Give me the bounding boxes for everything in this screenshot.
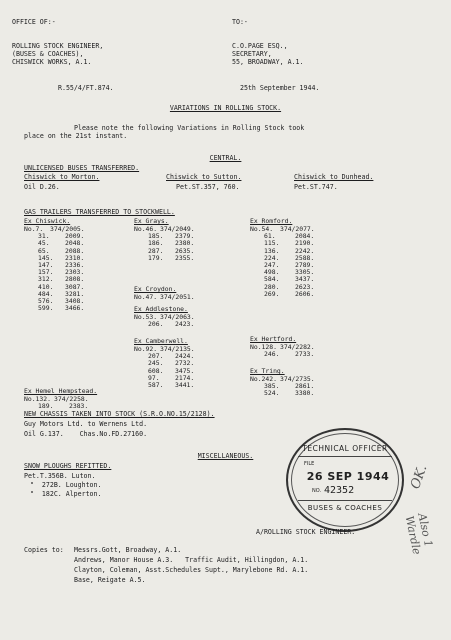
trailer-fleet-number: 186. [148, 239, 164, 248]
col3-list-3 [250, 376, 345, 398]
copies-line-3: Clayton, Coleman, Asst.Schedules Supt., Marylebone Rd. A.1. [74, 566, 309, 574]
trailer-fleet-number: No.128. [250, 343, 277, 351]
transfer-route-1: Chiswick to Morton. [24, 173, 100, 181]
stamp-department: BUSES & COACHES [307, 504, 383, 512]
trailer-fleet-number: 31. [38, 232, 50, 241]
trailer-entry [250, 390, 345, 397]
trailer-fleet-number: 157. [38, 268, 54, 277]
reference-number: R.55/4/FT.874. [58, 84, 114, 92]
to-line-2: SECRETARY, [232, 50, 272, 58]
signature-line: A/ROLLING STOCK ENGINEER. [256, 528, 356, 536]
stamp-date: 26 SEP 1944 [306, 470, 390, 483]
trailer-fleet-number: 147. [38, 260, 54, 269]
trailer-chassis-number: 2303. [65, 268, 85, 277]
trailer-chassis-number: 2190. [295, 239, 315, 248]
transfer-vehicles-3: Pet.ST.747. [294, 183, 338, 191]
trailer-chassis-number: 374/2005. [50, 225, 85, 233]
trailer-fleet-number: 280. [264, 282, 280, 291]
col3-list-2 [250, 344, 345, 358]
trailer-chassis-number: 2380. [175, 239, 195, 248]
trailer-fleet-number: 312. [38, 275, 54, 284]
to-label: TO:- [232, 18, 248, 26]
trailer-chassis-number: 2789. [295, 260, 315, 269]
trailer-chassis-number: 3466. [65, 304, 85, 313]
trailer-fleet-number: 115. [264, 239, 280, 248]
trailer-fleet-number: 65. [38, 246, 50, 255]
trailer-chassis-number: 374/2051. [160, 293, 195, 301]
trailer-fleet-number: 524. [264, 389, 280, 398]
trailer-chassis-number: 2424. [175, 352, 195, 361]
stamp-no-label: NO. [312, 488, 322, 494]
col1-list [24, 226, 114, 312]
transfer-vehicles-2: Pet.ST.357, 760. [176, 183, 240, 191]
trailer-chassis-number: 3305. [295, 268, 315, 277]
trailer-fleet-number: No.53. [134, 313, 158, 321]
to-line-3: 55, BROADWAY, A.1. [232, 58, 304, 66]
trailer-fleet-number: 484. [38, 289, 54, 298]
trailer-chassis-number: 3475. [175, 366, 195, 375]
trailer-chassis-number: 2310. [65, 253, 85, 262]
trailer-fleet-number: 97. [148, 373, 160, 382]
from-line-2: (BUSES & COACHES), [12, 50, 84, 58]
trailer-chassis-number: 374/2077. [280, 225, 315, 233]
document-title: VARIATIONS IN ROLLING STOCK. [169, 104, 282, 112]
col2-list-3 [134, 314, 224, 328]
trailer-fleet-number: No.92. [134, 345, 158, 353]
trailer-fleet-number: 584. [264, 275, 280, 284]
col2-list-4 [134, 346, 224, 389]
trailer-fleet-number: 599. [38, 304, 54, 313]
trailer-fleet-number: 145. [38, 253, 54, 262]
trailer-fleet-number: No.47. [134, 293, 158, 301]
trailer-chassis-number: 3437. [295, 275, 315, 284]
trailer-chassis-number: 2336. [65, 260, 85, 269]
trailer-entry [134, 321, 224, 328]
new-chassis-heading: NEW CHASSIS TAKEN INTO STOCK (S.R.O.NO.15/2128). [24, 410, 215, 418]
trailer-entry [250, 291, 345, 298]
trailer-fleet-number: No.242. [250, 375, 277, 383]
trailer-chassis-number: 2623. [295, 282, 315, 291]
new-chassis-line-1: Guy Motors Ltd. to Wernens Ltd. [24, 420, 148, 428]
trailer-fleet-number: No.46. [134, 225, 158, 233]
from-line-3: CHISWICK WORKS, A.1. [12, 58, 92, 66]
trailer-entry [134, 294, 224, 301]
trailer-fleet-number: 189. [38, 402, 54, 411]
trailer-fleet-number: 206. [148, 320, 164, 329]
trailer-chassis-number: 2048. [65, 239, 85, 248]
trailer-chassis-number: 3281. [65, 289, 85, 298]
col2-header-2: Ex Croydon. [134, 285, 177, 293]
trailer-chassis-number: 374/2282. [280, 343, 315, 351]
trailer-chassis-number: 2174. [175, 373, 195, 382]
trailer-chassis-number: 2242. [295, 246, 315, 255]
trailer-entry [134, 255, 224, 262]
trailer-chassis-number: 2088. [65, 246, 85, 255]
trailer-chassis-number: 2635. [175, 246, 195, 255]
copies-line-1: Messrs.Gott, Broadway, A.1. [74, 546, 182, 554]
trailer-chassis-number: 374/2735. [280, 375, 315, 383]
trailer-fleet-number: 179. [148, 253, 164, 262]
office-of-label: OFFICE OF:- [12, 18, 56, 26]
col2-header-4: Ex Camberwell. [134, 337, 188, 345]
stamp-file-label: FILE [304, 461, 315, 467]
trailer-fleet-number: 61. [264, 232, 276, 241]
copies-to-label: Copies to: [24, 546, 64, 554]
trailer-chassis-number: 2423. [175, 320, 195, 329]
trailer-fleet-number: 245. [148, 359, 164, 368]
col2-list-2 [134, 294, 224, 301]
col3-header-2: Ex Hertford. [250, 335, 297, 343]
trailer-fleet-number: 608. [148, 366, 164, 375]
transfer-route-3: Chiswick to Dunhead. [294, 173, 374, 181]
trailer-fleet-number: 207. [148, 352, 164, 361]
trailer-chassis-number: 2383. [69, 402, 89, 411]
col1-header: Ex Chiswick. [24, 217, 71, 225]
trailer-fleet-number: 247. [264, 260, 280, 269]
trailer-chassis-number: 3087. [65, 282, 85, 291]
stamp-number: 42352 [324, 485, 355, 496]
trailer-fleet-number: 498. [264, 268, 280, 277]
trailer-fleet-number: No.7. [24, 225, 44, 233]
trailer-fleet-number: 136. [264, 246, 280, 255]
intro-line-2: place on the 21st instant. [24, 132, 128, 140]
snow-plough-row-2: " 272B. Loughton. [30, 481, 102, 489]
col2-list [134, 226, 224, 262]
trailer-chassis-number: 2009. [65, 232, 85, 241]
intro-line-1: Please note the following Variations in Rolling Stock took [74, 124, 305, 132]
trailer-chassis-number: 2808. [65, 275, 85, 284]
copies-line-4: Base, Reigate A.5. [74, 576, 146, 584]
trailer-chassis-number: 2084. [295, 232, 315, 241]
trailer-fleet-number: No.132. [24, 395, 51, 403]
trailer-chassis-number: 374/2063. [160, 313, 195, 321]
col1-list-2 [24, 396, 114, 410]
technical-officer-stamp [286, 428, 404, 532]
col2-header-3: Ex Addlestone. [134, 305, 188, 313]
handwritten-margin-note: Also 1 Wardle [402, 512, 436, 556]
trailer-chassis-number: 2732. [175, 359, 195, 368]
trailer-fleet-number: 224. [264, 253, 280, 262]
col3-list [250, 226, 345, 298]
trailer-fleet-number: 269. [264, 289, 280, 298]
transfer-vehicles-1: Oil D.26. [24, 183, 60, 191]
new-chassis-line-2: Oil G.137. Chas.No.FD.27160. [24, 430, 148, 438]
snow-plough-row-3: " 182C. Alperton. [30, 490, 102, 498]
unlicensed-buses-heading: UNLICENSED BUSES TRANSFERRED. [24, 164, 140, 172]
trailer-chassis-number: 2588. [295, 253, 315, 262]
trailer-chassis-number: 2606. [295, 289, 315, 298]
trailer-fleet-number: 246. [264, 350, 280, 359]
handwritten-ok: OK. [408, 462, 431, 492]
col1-header-2: Ex Hemel Hempstead. [24, 387, 98, 395]
trailer-fleet-number: 587. [148, 380, 164, 389]
col2-header: Ex Grays. [134, 217, 169, 225]
col3-header-3: Ex Tring. [250, 367, 285, 375]
document-date: 25th September 1944. [240, 84, 320, 92]
trailer-fleet-number: 45. [38, 239, 50, 248]
trailer-fleet-number: 576. [38, 296, 54, 305]
copies-line-2: Andrews, Manor House A.3. Traffic Audit, Hillingdon, A.1. [74, 556, 309, 564]
trailer-fleet-number: 287. [148, 246, 164, 255]
trailer-chassis-number: 374/2258. [54, 395, 89, 403]
trailer-chassis-number: 2733. [295, 350, 315, 359]
from-line-1: ROLLING STOCK ENGINEER, [12, 42, 104, 50]
trailer-entry [24, 305, 114, 312]
miscellaneous-heading: MISCELLANEOUS. [197, 452, 254, 460]
snow-plough-row-1: Pet.T.356B. Luton. [24, 472, 96, 480]
trailer-chassis-number: 374/2135. [160, 345, 195, 353]
trailer-fleet-number: 410. [38, 282, 54, 291]
to-line-1: C.O.PAGE ESQ., [232, 42, 288, 50]
trailer-chassis-number: 2355. [175, 253, 195, 262]
trailer-entry [134, 382, 224, 389]
stamp-title: TECHNICAL OFFICER [302, 444, 388, 453]
trailer-chassis-number: 2379. [175, 232, 195, 241]
trailer-chassis-number: 3441. [175, 380, 195, 389]
trailer-fleet-number: 185. [148, 232, 164, 241]
trailer-chassis-number: 2861. [295, 382, 315, 391]
transfer-route-2: Chiswick to Sutton. [166, 173, 242, 181]
trailer-fleet-number: No.54. [250, 225, 274, 233]
gas-trailers-heading: GAS TRAILERS TRANSFERRED TO STOCKWELL. [24, 208, 175, 216]
central-heading: CENTRAL. [209, 154, 242, 162]
trailer-chassis-number: 374/2049. [160, 225, 195, 233]
trailer-entry [250, 351, 345, 358]
snow-ploughs-heading: SNOW PLOUGHS REFITTED. [24, 462, 112, 470]
trailer-chassis-number: 3408. [65, 296, 85, 305]
trailer-chassis-number: 3380. [295, 389, 315, 398]
col3-header: Ex Romford. [250, 217, 293, 225]
trailer-fleet-number: 385. [264, 382, 280, 391]
